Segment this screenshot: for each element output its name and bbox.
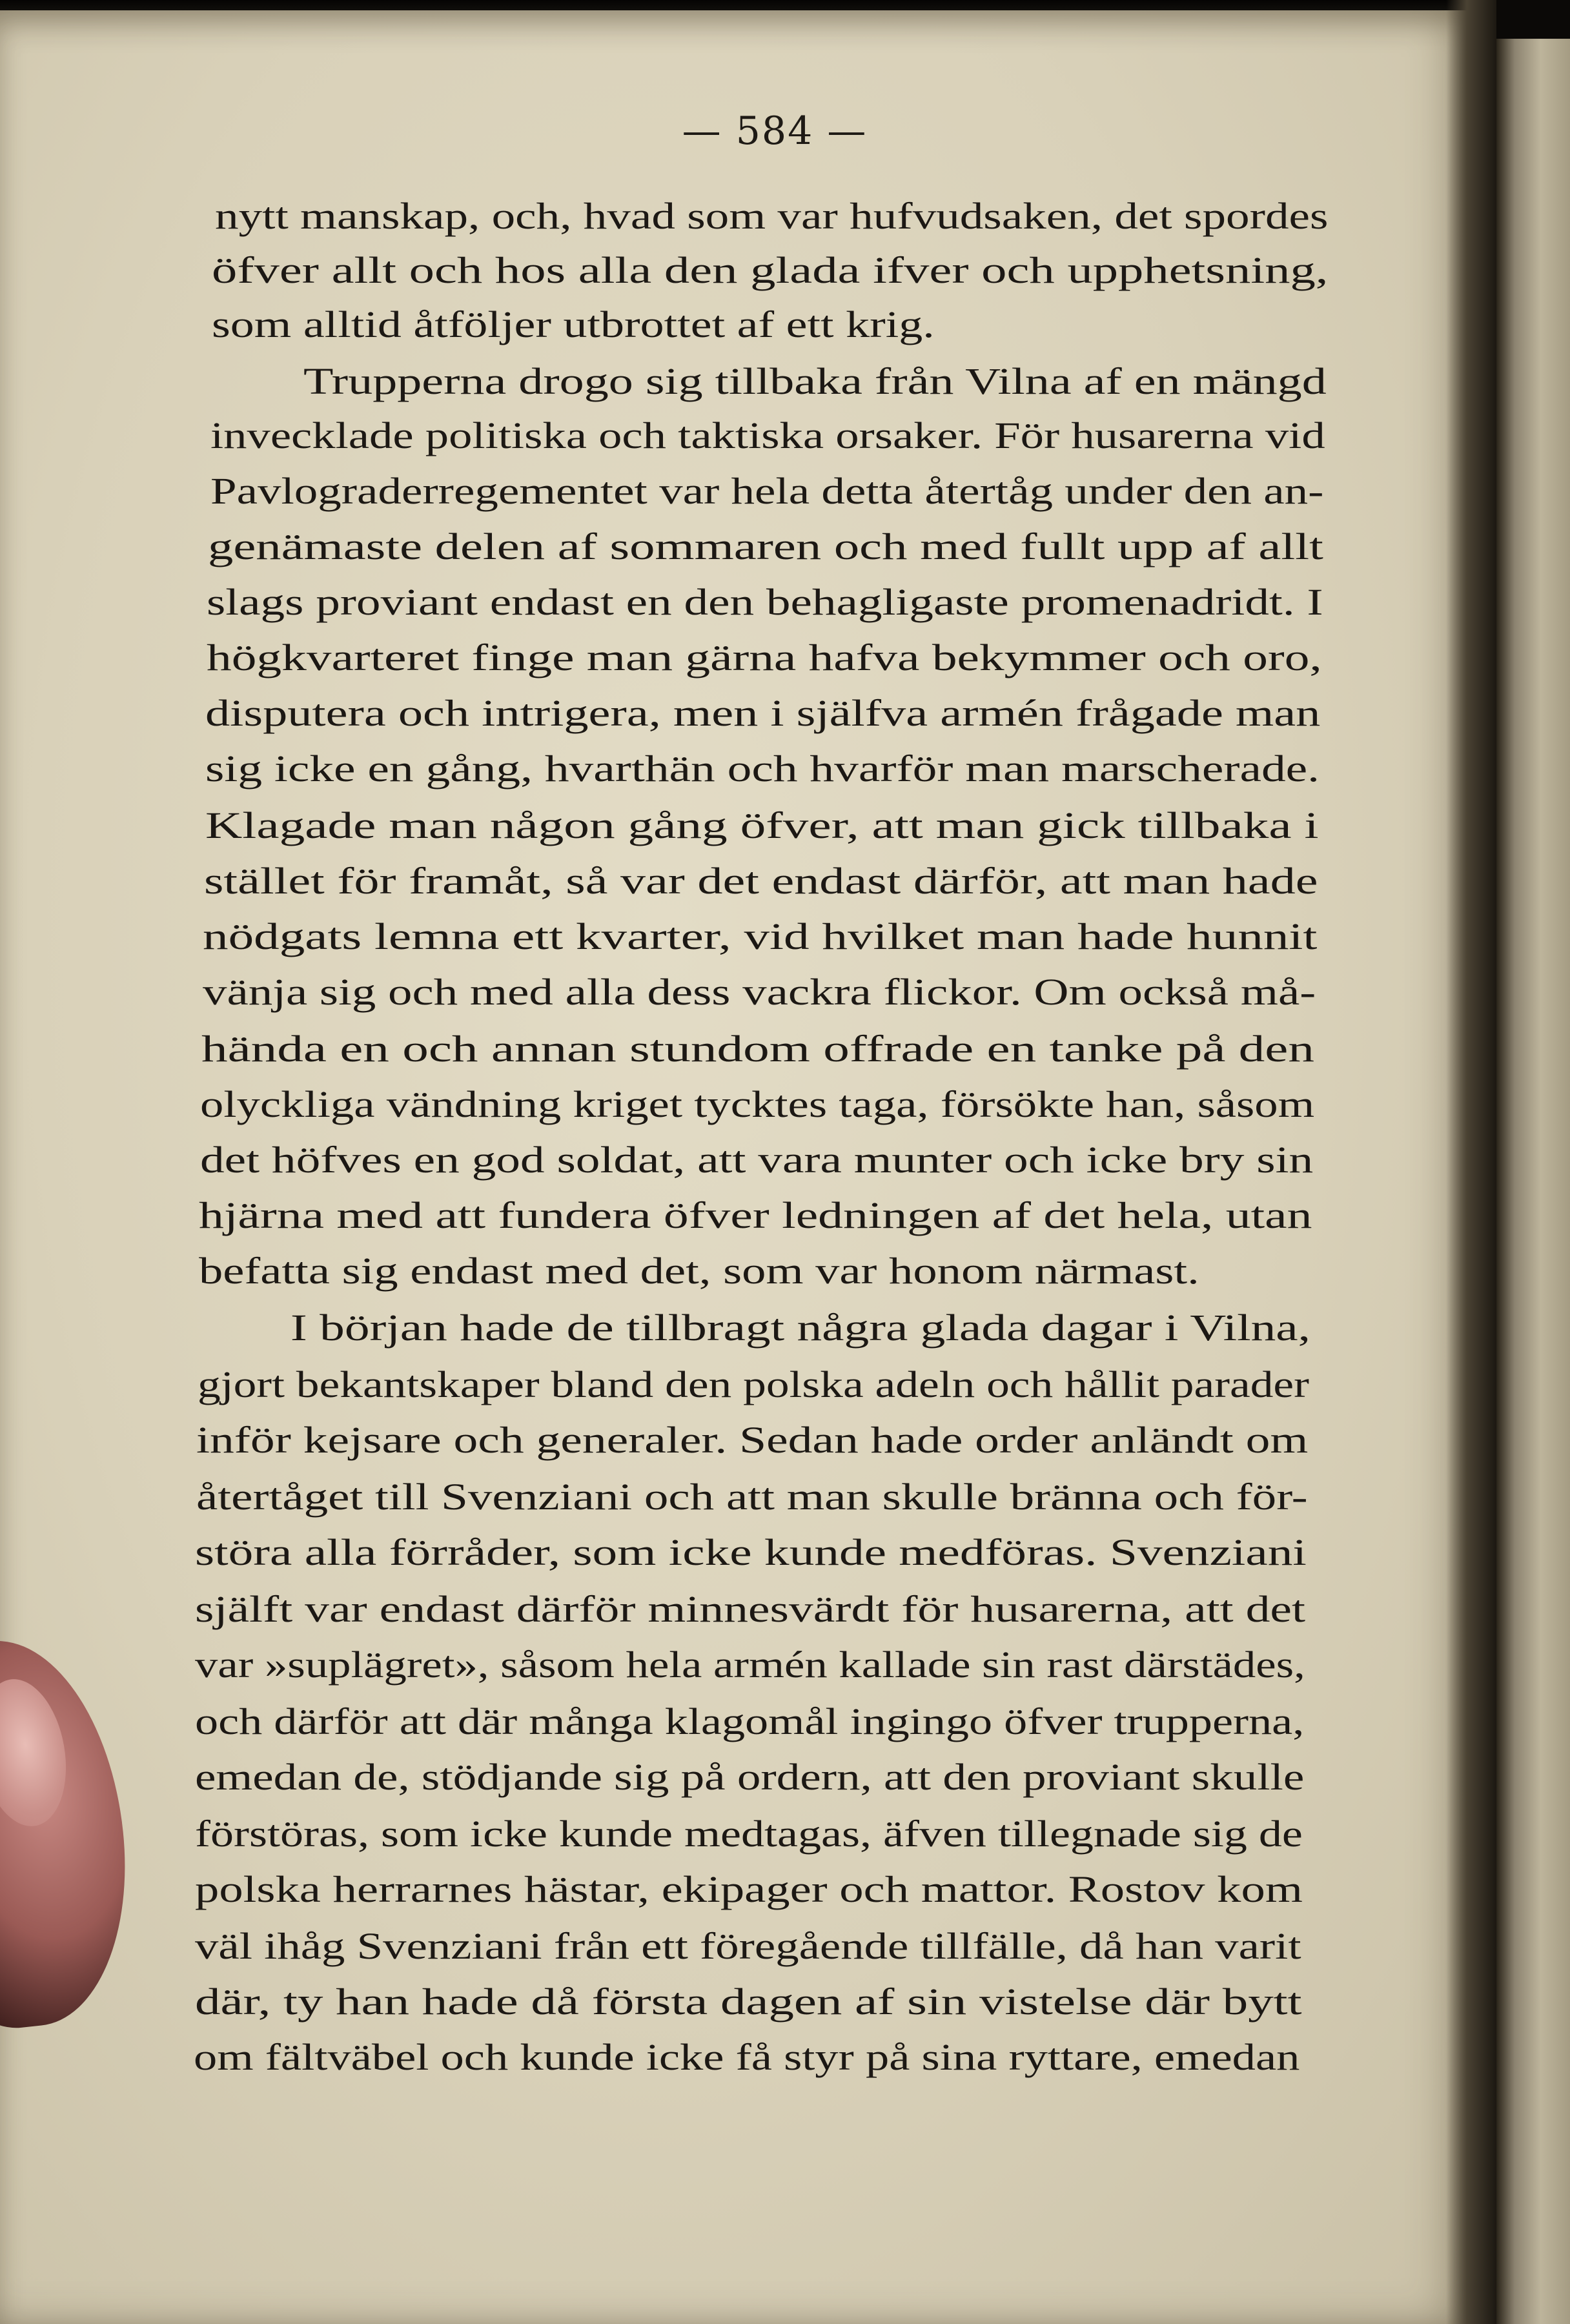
text-line: genämaste delen af sommaren och med fullt upp af allt: [208, 525, 1323, 567]
text-line: inför kejsare och generaler. Sedan hade order anländt om: [196, 1419, 1309, 1461]
text-line: Klagade man någon gång öfver, att man gick tillbaka i: [205, 804, 1319, 846]
text-line: störa alla förråder, som icke kunde medföras. Svenziani: [195, 1531, 1307, 1573]
page-number: — 584 —: [682, 108, 868, 154]
text-line: som alltid åtföljer utbrottet af ett krig.: [212, 303, 935, 345]
text-line: vänja sig och med alla dess vackra flickor. Om också må-: [203, 971, 1316, 1013]
text-line: emedan de, stödjande sig på ordern, att den proviant skulle: [195, 1756, 1305, 1798]
text-line: det höfves en god soldat, att vara munter och icke bry sin: [200, 1139, 1314, 1181]
text-line: var »suplägret», såsom hela armén kallade sin rast därstädes,: [195, 1644, 1305, 1686]
text-line: där, ty han hade då första dagen af sin vistelse där bytt: [195, 1981, 1302, 2023]
text-line: förstöras, som icke kunde medtagas, äfven tillegnade sig de: [195, 1813, 1303, 1855]
text-line: om fältväbel och kunde icke få styr på sina ryttare, emedan: [194, 2036, 1300, 2078]
text-line: stället för framåt, så var det endast därför, att man hade: [204, 860, 1318, 902]
text-line: I början hade de tillbragt några glada dagar i Vilna,: [291, 1307, 1310, 1349]
text-line: hända en och annan stundom offrade en tanke på den: [201, 1028, 1314, 1070]
text-line: återtåget till Svenziani och att man skulle bränna och för-: [196, 1476, 1308, 1518]
text-line: disputera och intrigera, men i själfva armén frågade man: [205, 692, 1321, 734]
text-line: polska herrarnes hästar, ekipager och mattor. Rostov kom: [195, 1868, 1303, 1910]
text-line: olyckliga vändning kriget tycktes taga, försökte han, såsom: [200, 1083, 1315, 1125]
text-line: högkvarteret finge man gärna hafva bekymmer och oro,: [207, 637, 1322, 678]
text-line: väl ihåg Svenziani från ett föregående tillfälle, då han varit: [195, 1925, 1301, 1967]
text-line: befatta sig endast med det, som var honom närmast.: [199, 1250, 1199, 1292]
text-line: Pavlograderregementet var hela detta återtåg under den an-: [210, 470, 1324, 512]
text-line: och därför att där många klagomål ingingo öfver trupperna,: [195, 1700, 1305, 1742]
text-line: hjärna med att fundera öfver ledningen af det hela, utan: [199, 1194, 1312, 1236]
text-line: Trupperna drogo sig tillbaka från Vilna af en mängd: [303, 360, 1327, 402]
text-line: nödgats lemna ett kvarter, vid hvilket man hade hunnit: [203, 915, 1318, 957]
text-line: nytt manskap, och, hvad som var hufvudsaken, det spordes: [215, 195, 1329, 237]
text-line: sig icke en gång, hvarthän och hvarför man marscherade.: [205, 748, 1320, 790]
text-line: själft var endast därför minnesvärdt för husarerna, att det: [195, 1588, 1305, 1630]
text-line: invecklade politiska och taktiska orsaker. För husarerna vid: [210, 414, 1325, 456]
text-line: öfver allt och hos alla den glada ifver och upphetsning,: [212, 249, 1329, 291]
text-line: gjort bekantskaper bland den polska adeln och hållit parader: [198, 1363, 1309, 1405]
text-line: slags proviant endast en den behagligaste promenadridt. I: [207, 581, 1323, 623]
